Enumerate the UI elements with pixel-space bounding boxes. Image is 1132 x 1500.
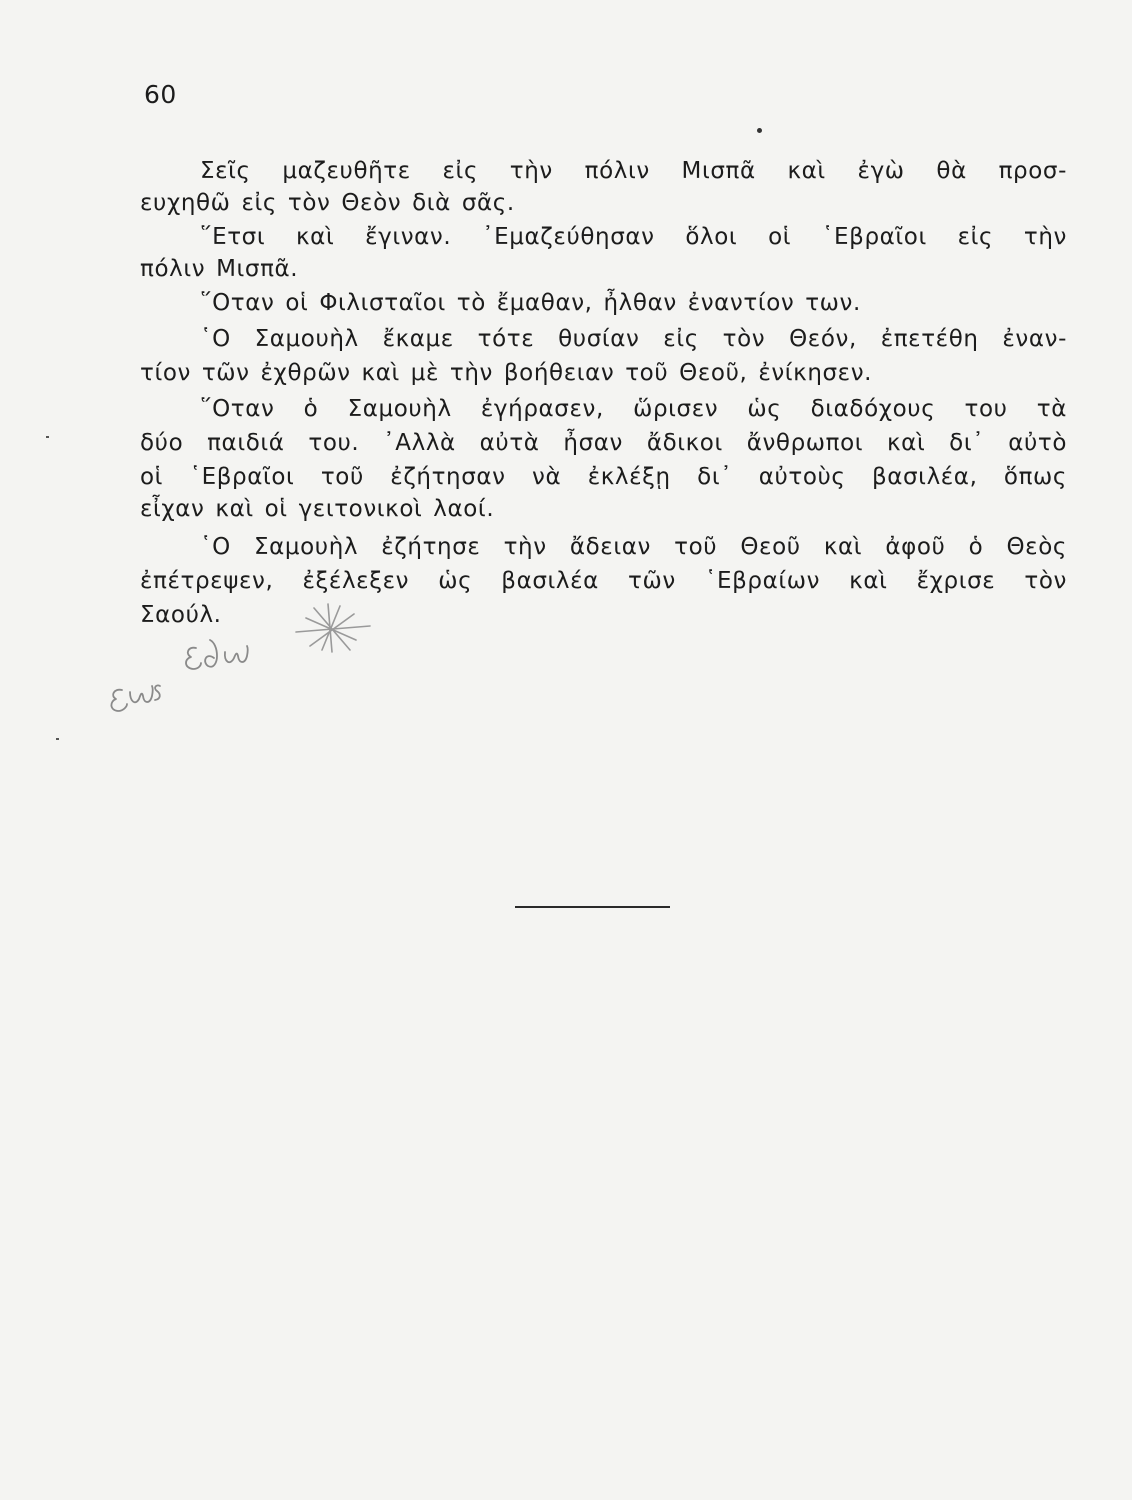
asterisk-mark-icon (296, 604, 370, 652)
margin-tick (46, 436, 49, 438)
text-line: ῞Οταν οἱ Φιλισταῖοι τὸ ἔμαθαν, ἦλθαν ἐναντίον των. (200, 290, 861, 316)
text-line: οἱ ῾Εβραῖοι τοῦ ἐζήτησαν νὰ ἐκλέξῃ δι᾿ αὐτοὺς βασιλέα, ὅπως (140, 464, 1067, 490)
handwritten-annotation (100, 600, 400, 730)
text-line: Σαούλ. (140, 602, 222, 628)
text-line: ῞Οταν ὁ Σαμουὴλ ἐγήρασεν, ὥρισεν ὡς διαδόχους του τὰ (200, 396, 1067, 422)
text-line: πόλιν Μισπᾶ. (140, 256, 299, 282)
text-line: ἐπέτρεψεν, ἐξέλεξεν ὡς βασιλέα τῶν ῾Εβραίων καὶ ἔχρισε τὸν (140, 568, 1067, 594)
text-line: ευχηθῶ εἰς τὸν Θεὸν διὰ σᾶς. (140, 190, 515, 216)
text-line: ῾Ο Σαμουὴλ ἔκαμε τότε θυσίαν εἰς τὸν Θεόν, ἐπετέθη ἐναν- (200, 326, 1067, 352)
text-line: τίον τῶν ἐχθρῶν καὶ μὲ τὴν βοήθειαν τοῦ Θεοῦ, ἐνίκησεν. (140, 360, 873, 386)
stray-dot (757, 128, 762, 133)
margin-tick (56, 738, 59, 740)
text-line: εἶχαν καὶ οἱ γειτονικοὶ λαοί. (140, 496, 495, 522)
text-line: Σεῖς μαζευθῆτε εἰς τὴν πόλιν Μισπᾶ καὶ ἐγὼ θὰ προσ- (200, 158, 1067, 184)
handwritten-word-edo (186, 640, 248, 669)
separator-rule (515, 906, 670, 908)
text-line: ῞Ετσι καὶ ἔγιναν. ᾿Εμαζεύθησαν ὅλοι οἱ ῾Εβραῖοι εἰς τὴν (200, 224, 1067, 250)
text-line: δύο παιδιά του. ᾿Αλλὰ αὐτὰ ἦσαν ἄδικοι ἄνθρωποι καὶ δι᾿ αὐτὸ (140, 430, 1067, 456)
page-number: 60 (144, 80, 177, 109)
handwritten-word-eos (111, 685, 160, 711)
text-line: ῾Ο Σαμουὴλ ἐζήτησε τὴν ἄδειαν τοῦ Θεοῦ καὶ ἀφοῦ ὁ Θεὸς (200, 534, 1067, 560)
